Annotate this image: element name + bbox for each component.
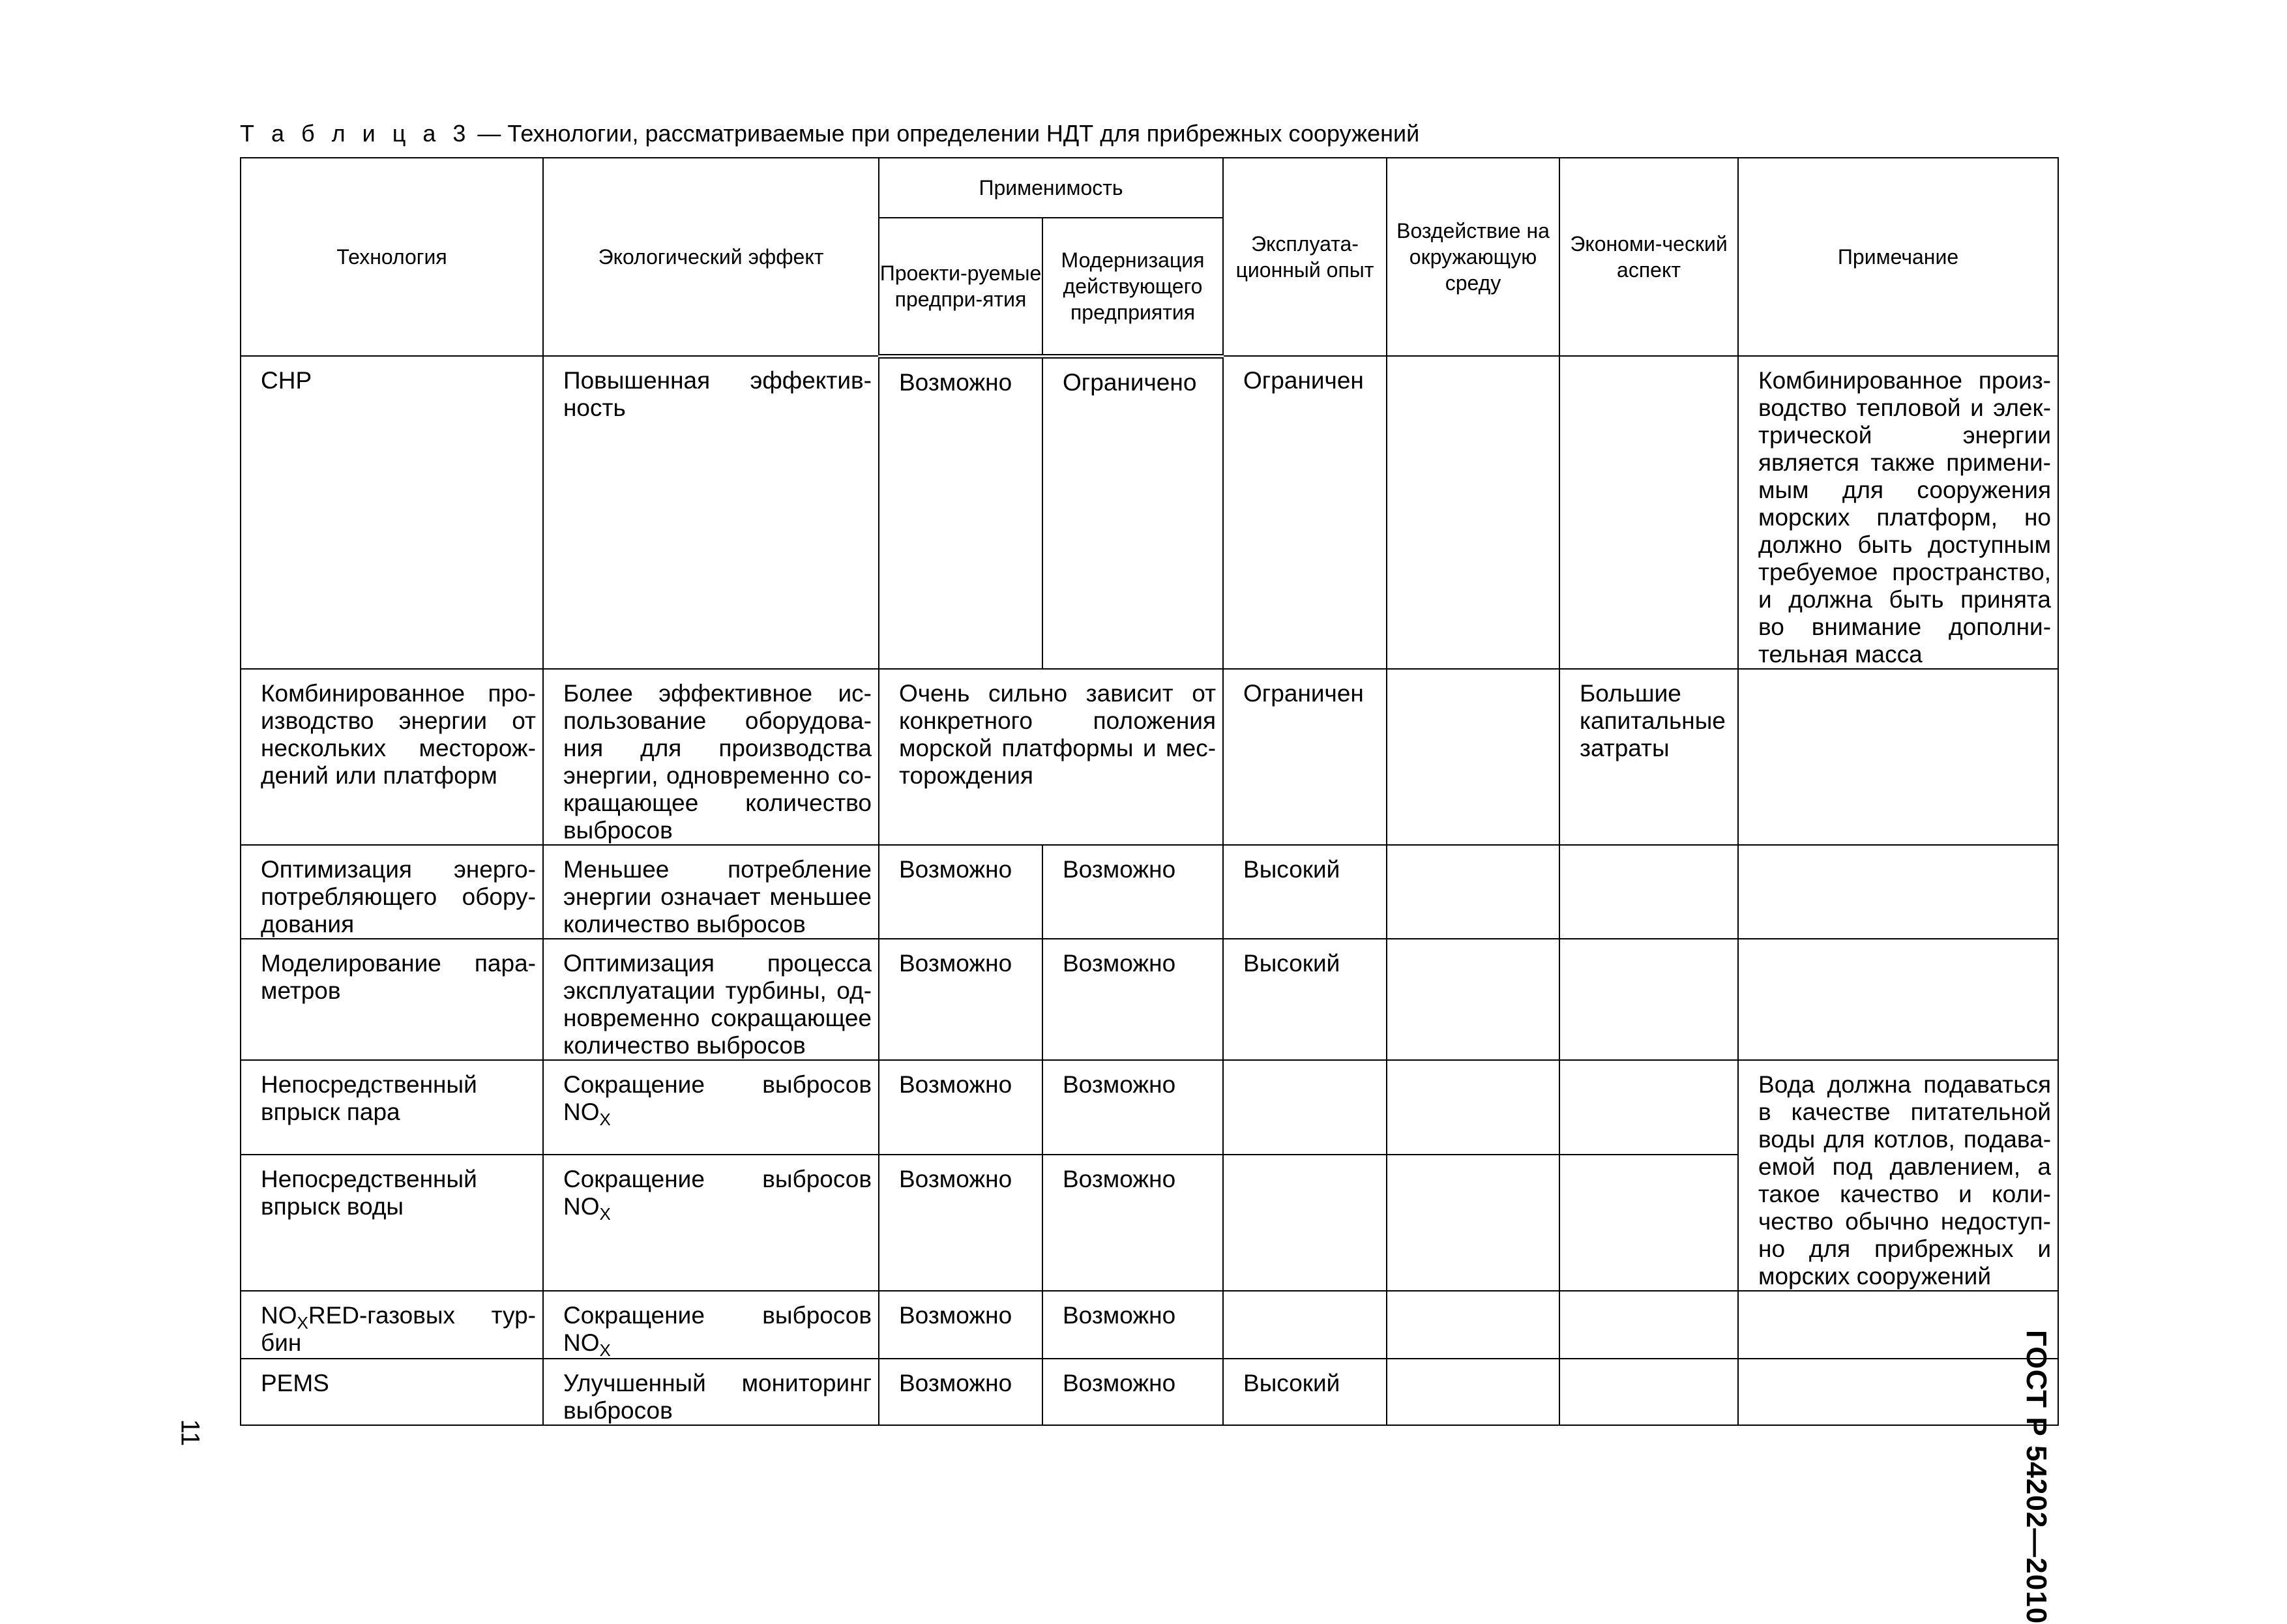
cell-economics bbox=[1559, 1359, 1738, 1425]
cell-note bbox=[1738, 669, 2058, 845]
cell-applicability-merged: Очень сильно зависит от конкретного положения морской платформы и мес-торождения bbox=[879, 669, 1223, 845]
cell-new-plants: Возможно bbox=[879, 1291, 1042, 1359]
cell-note bbox=[1738, 939, 2058, 1060]
cell-modernization: Возможно bbox=[1042, 1359, 1223, 1425]
cell-technology: Непосредственный впрыск пара bbox=[241, 1060, 543, 1155]
cell-eco-effect: Сокращение выбросов $NO_X$ bbox=[543, 1155, 879, 1291]
col-header-experience: Эксплуата-ционный опыт bbox=[1223, 158, 1387, 356]
col-header-technology: Технология bbox=[241, 158, 543, 356]
cell-eco-effect: Меньшее потребление энергии означает меньшее количество выбросов bbox=[543, 845, 879, 939]
cell-experience: Ограничен bbox=[1223, 669, 1387, 845]
cell-economics bbox=[1559, 939, 1738, 1060]
cell-note: Комбинированное произ-водство тепловой и элек-трической энергии является также примени-мым для сооружения морских платформ, но должно быть доступным требуемое пространство, и должна быть принята во внимание дополни-тельная масса bbox=[1738, 356, 2058, 669]
cell-modernization: Возможно bbox=[1042, 1291, 1223, 1359]
cell-economics: Большие капитальные затраты bbox=[1559, 669, 1738, 845]
cell-modernization: Возможно bbox=[1042, 939, 1223, 1060]
cell-new-plants: Возможно bbox=[879, 1155, 1042, 1291]
cell-experience: Высокий bbox=[1223, 845, 1387, 939]
cell-experience bbox=[1223, 1060, 1387, 1155]
cell-env-impact bbox=[1387, 1155, 1559, 1291]
technologies-table bbox=[240, 157, 2059, 1426]
cell-eco-effect: Оптимизация процесса эксплуатации турбины, од-новременно сокращающее количество выбросов bbox=[543, 939, 879, 1060]
col-header-economics: Экономи-ческий аспект bbox=[1559, 158, 1738, 356]
cell-experience: Ограничен bbox=[1223, 356, 1387, 669]
cell-note bbox=[1738, 1291, 2058, 1359]
cell-technology: $NO_XRED$-газовых тур-бин bbox=[241, 1291, 543, 1359]
table-row bbox=[241, 1291, 2058, 1359]
cell-eco-effect: Улучшенный мониторинг выбросов bbox=[543, 1359, 879, 1425]
cell-env-impact bbox=[1387, 1359, 1559, 1425]
cell-note bbox=[1738, 1359, 2058, 1425]
col-header-applicability: Применимость bbox=[879, 158, 1223, 218]
cell-eco-effect: Сокращение выбросов $NO_X$ bbox=[543, 1291, 879, 1359]
col-header-env-impact: Воздействие на окружающую среду bbox=[1387, 158, 1559, 356]
table-label: Т а б л и ц а 3 bbox=[240, 120, 471, 147]
col-header-modernization: Модернизация действующего предприятия bbox=[1042, 218, 1223, 356]
cell-experience bbox=[1223, 1155, 1387, 1291]
cell-modernization: Возможно bbox=[1042, 845, 1223, 939]
cell-modernization: Возможно bbox=[1042, 1155, 1223, 1291]
table-row bbox=[241, 356, 2058, 669]
cell-technology: PEMS bbox=[241, 1359, 543, 1425]
cell-technology: Моделирование пара-метров bbox=[241, 939, 543, 1060]
table-row bbox=[241, 845, 2058, 939]
cell-eco-effect: Повышенная эффектив-ность bbox=[543, 356, 879, 669]
cell-experience: Высокий bbox=[1223, 1359, 1387, 1425]
cell-note: Вода должна подаваться в качестве питательной воды для котлов, подава-емой под давлением, а такое качество и коли-чество обычно недоступ-но для прибрежных и морских сооружений bbox=[1738, 1060, 2058, 1291]
col-header-new-plants: Проекти-руемые предпри-ятия bbox=[879, 218, 1042, 356]
table-title: — Технологии, рассматриваемые при определении НДТ для прибрежных сооружений bbox=[471, 120, 1420, 147]
cell-experience: Высокий bbox=[1223, 939, 1387, 1060]
cell-env-impact bbox=[1387, 939, 1559, 1060]
cell-technology: Оптимизация энерго-потребляющего обору-дования bbox=[241, 845, 543, 939]
cell-env-impact bbox=[1387, 356, 1559, 669]
cell-note bbox=[1738, 845, 2058, 939]
table-row bbox=[241, 1359, 2058, 1425]
cell-new-plants: Возможно bbox=[879, 1359, 1042, 1425]
col-header-eco-effect: Экологический эффект bbox=[543, 158, 879, 356]
cell-economics bbox=[1559, 1155, 1738, 1291]
cell-technology: Непосредственный впрыск воды bbox=[241, 1155, 543, 1291]
cell-modernization: Возможно bbox=[1042, 1060, 1223, 1155]
cell-eco-effect: Более эффективное ис-пользование оборудова-ния для производства энергии, одновременно со-кращающее количество выбросов bbox=[543, 669, 879, 845]
col-header-note: Примечание bbox=[1738, 158, 2058, 356]
cell-eco-effect: Сокращение выбросов $NO_X$ bbox=[543, 1060, 879, 1155]
cell-economics bbox=[1559, 1291, 1738, 1359]
cell-modernization: Ограничено bbox=[1042, 356, 1223, 669]
cell-env-impact bbox=[1387, 1291, 1559, 1359]
table-row bbox=[241, 1060, 2058, 1155]
table-row bbox=[241, 939, 2058, 1060]
standard-designation: ГОСТ Р 54202—2010 bbox=[2020, 1330, 2052, 1624]
cell-economics bbox=[1559, 356, 1738, 669]
cell-new-plants: Возможно bbox=[879, 845, 1042, 939]
table-caption bbox=[240, 120, 1419, 147]
cell-technology: CHP bbox=[241, 356, 543, 669]
cell-env-impact bbox=[1387, 845, 1559, 939]
cell-new-plants: Возможно bbox=[879, 356, 1042, 669]
page-number: 11 bbox=[175, 1419, 205, 1447]
cell-env-impact bbox=[1387, 669, 1559, 845]
cell-technology: Комбинированное про-изводство энергии от нескольких месторож-дений или платформ bbox=[241, 669, 543, 845]
cell-env-impact bbox=[1387, 1060, 1559, 1155]
cell-new-plants: Возможно bbox=[879, 939, 1042, 1060]
table-row bbox=[241, 669, 2058, 845]
cell-experience bbox=[1223, 1291, 1387, 1359]
cell-economics bbox=[1559, 845, 1738, 939]
cell-economics bbox=[1559, 1060, 1738, 1155]
cell-new-plants: Возможно bbox=[879, 1060, 1042, 1155]
